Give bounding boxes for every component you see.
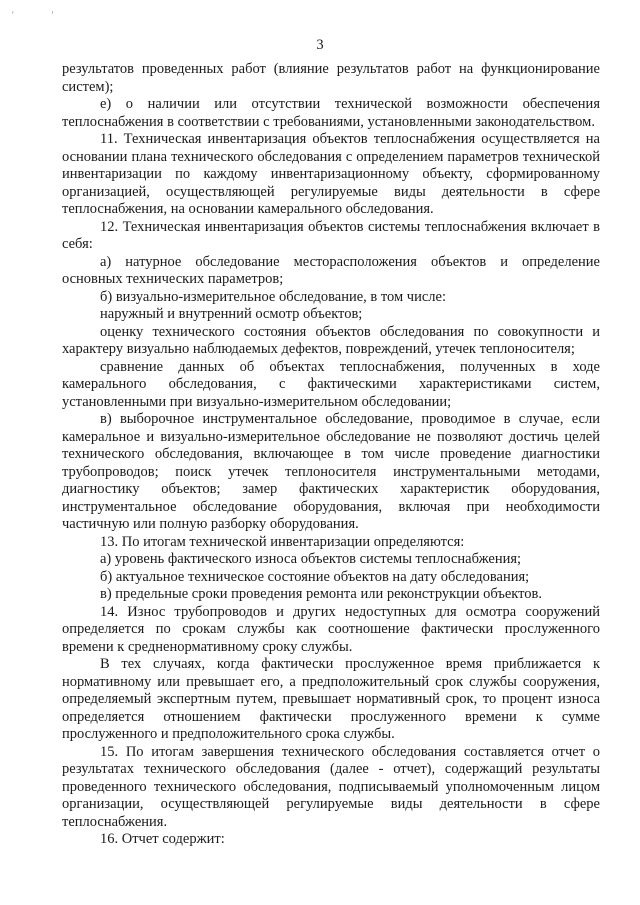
paragraph: в) выборочное инструментальное обследование, проводимое в случае, если камеральное и визуально-измерительное обследование не позволяют достичь целей технического обследования, включающее в том числе проведение диагностики трубопроводов; поиск утечек теплоносителя инструментальными методами, диагностику объектов; замер фактических характеристик оборудования, инструментальное обследование оборудования, включая при необходимости частичную или полную разборку оборудования. — [62, 411, 600, 532]
paragraph: в) предельные сроки проведения ремонта или реконструкции объектов. — [100, 586, 542, 602]
paragraph: б) актуальное техническое состояние объектов на дату обследования; — [100, 568, 530, 585]
paragraph: В тех случаях, когда фактически прослуженное время приближается к нормативному или превышает его, а предположительный срок службы сооружения, определяемый экспертным путем, превышает нормативный срок, то процент износа определяется отношением фактически прослуженного времени к сумме прослуженного и предположительного срока службы. — [62, 656, 600, 742]
paragraph: е) о наличии или отсутствии технической возможности обеспечения теплоснабжения в соответствии с требованиями, установленными законодательством. — [62, 96, 600, 130]
paragraph: 13. По итогам технической инвентаризации определяются: — [100, 533, 465, 550]
paragraph: 12. Техническая инвентаризация объектов системы теплоснабжения включает в себя: — [62, 218, 600, 252]
paragraph: оценку технического состояния объектов обследования по совокупности и характеру визуально наблюдаемых дефектов, повреждений, утечек теплоносителя; — [62, 323, 600, 357]
paragraph: 14. Износ трубопроводов и других недоступных для осмотра сооружений определяется по срокам службы как соотношение фактически прослуженного времени к средненормативному сроку службы. — [62, 603, 600, 655]
page-number: 3 — [316, 37, 324, 53]
paragraph: 15. По итогам завершения технического обследования составляется отчет о результатах технического обследования (далее - отчет), содержащий результаты проведенного технического обследования, подписываемый уполномоченным лицом организации, осуществляющей регулируемые виды деятельности в сфере теплоснабжения. — [62, 743, 600, 830]
paragraph: 11. Техническая инвентаризация объектов теплоснабжения осуществляется на основании плана технического обследования с определением параметров технической инвентаризации по каждому инвентаризационному объекту, сформированному организацией, осуществляющей регулируемые виды деятельности в сфере теплоснабжения, на основании камерального обследования. — [62, 131, 600, 217]
paragraph: б) визуально-измерительное обследование, в том числе: — [100, 288, 446, 305]
paragraph: наружный и внутренний осмотр объектов; — [100, 306, 363, 322]
corner-marks: ' ' — [12, 10, 72, 20]
paragraph: а) уровень фактического износа объектов системы теплоснабжения; — [100, 551, 522, 567]
paragraph: а) натурное обследование месторасположения объектов и определение основных технических параметров; — [62, 253, 600, 287]
paragraph: 16. Отчет содержит: — [100, 831, 225, 847]
paragraph: результатов проведенных работ (влияние результатов работ на функционирование систем); — [62, 61, 600, 95]
paragraph: сравнение данных об объектах теплоснабжения, полученных в ходе камерального обследования, с фактическими характеристиками систем, установленными при визуально-измерительном обследовании; — [62, 358, 600, 410]
document-body — [62, 61, 600, 849]
